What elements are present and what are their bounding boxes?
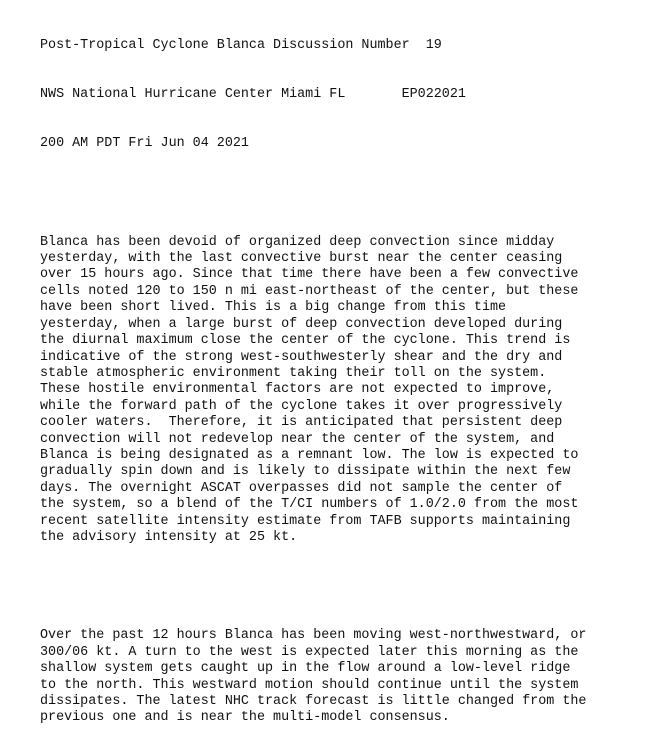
paragraph-line: yesterday, when a large burst of deep convection developed during (40, 316, 563, 332)
paragraph-line: These hostile environmental factors are not expected to improve, (40, 382, 555, 398)
discussion-document (40, 5, 652, 743)
paragraph-line: the diurnal maximum close the center of the cyclone. This trend is (40, 333, 571, 349)
paragraph-line: gradually spin down and is likely to dissipate within the next few (40, 464, 571, 480)
paragraph-line: recent satellite intensity estimate from TAFB supports maintaining (40, 513, 571, 529)
paragraph-line: convection will not redevelop near the center of the system, and (40, 431, 555, 447)
paragraph-line: indicative of the strong west-southwesterly shear and the dry and (40, 349, 563, 365)
paragraph-line: stable atmospheric environment taking their toll on the system. (40, 365, 547, 381)
paragraph-line: previous one and is near the multi-model consensus. (40, 710, 450, 726)
product-title: Post-Tropical Cyclone Blanca Discussion Number 19 (40, 37, 442, 53)
paragraph-line: cooler waters. Therefore, it is anticipated that persistent deep (40, 415, 563, 431)
paragraph-line: Blanca has been devoid of organized deep convection since midday (40, 234, 555, 250)
paragraph-line: 300/06 kt. A turn to the west is expected later this morning as the (40, 644, 579, 660)
paragraph-line: the advisory intensity at 25 kt. (40, 529, 298, 545)
paragraph-line: to the north. This westward motion should continue until the system (40, 677, 579, 693)
issuing-office: NWS National Hurricane Center Miami FL EP022021 (40, 87, 466, 103)
spacer (40, 185, 652, 201)
paragraph-line: the system, so a blend of the T/CI numbers of 1.0/2.0 from the most (40, 497, 579, 513)
paragraph-line: Blanca is being designated as a remnant low. The low is expected to (40, 447, 579, 463)
discussion-paragraph (40, 235, 652, 547)
paragraph-line: dissipates. The latest NHC track forecast is little changed from the (40, 694, 587, 710)
paragraph-line: shallow system gets caught up in the flow around a low-level ridge (40, 661, 571, 677)
discussion-paragraph (40, 628, 652, 726)
paragraph-line: have been short lived. This is a big change from this time (40, 300, 507, 316)
paragraph-line: cells noted 120 to 150 n mi east-northeast of the center, but these (40, 283, 579, 299)
paragraph-line: Over the past 12 hours Blanca has been moving west-northwestward, or (40, 628, 587, 644)
paragraph-line: over 15 hours ago. Since that time there have been a few convective (40, 267, 579, 283)
paragraph-line: days. The overnight ASCAT overpasses did not sample the center of (40, 480, 563, 496)
issue-time: 200 AM PDT Fri Jun 04 2021 (40, 136, 249, 152)
paragraph-line: yesterday, with the last convective burst near the center ceasing (40, 251, 563, 267)
spacer (40, 579, 652, 595)
paragraph-line: while the forward path of the cyclone takes it over progressively (40, 398, 563, 414)
